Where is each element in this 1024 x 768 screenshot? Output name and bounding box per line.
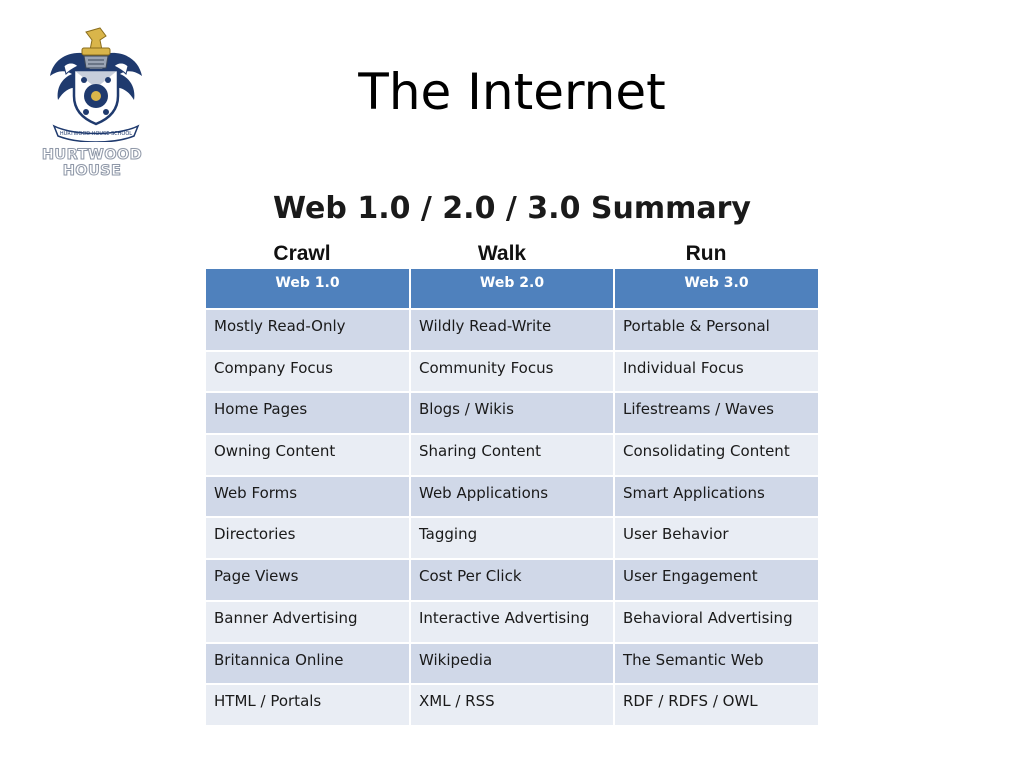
table-cell: Mostly Read-Only: [206, 309, 410, 351]
table-cell: HTML / Portals: [206, 684, 410, 726]
table-row: [206, 517, 818, 559]
table-cell: Behavioral Advertising: [614, 601, 818, 643]
stage-label-crawl: Crawl: [273, 242, 331, 265]
table-cell: Britannica Online: [206, 643, 410, 685]
table-cell: Lifestreams / Waves: [614, 392, 818, 434]
table-cell: Owning Content: [206, 434, 410, 476]
table-cell: Portable & Personal: [614, 309, 818, 351]
table-cell: Wildly Read-Write: [410, 309, 614, 351]
table-row: [206, 476, 818, 518]
table-cell: Banner Advertising: [206, 601, 410, 643]
table-cell: Consolidating Content: [614, 434, 818, 476]
table-cell: The Semantic Web: [614, 643, 818, 685]
table-cell: RDF / RDFS / OWL: [614, 684, 818, 726]
table-cell: XML / RSS: [410, 684, 614, 726]
table-cell: Web Applications: [410, 476, 614, 518]
school-name: HURTWOOD HOUSE: [41, 147, 143, 179]
table-cell: Tagging: [410, 517, 614, 559]
stage-label-run: Run: [685, 242, 727, 265]
table-cell: Web Forms: [206, 476, 410, 518]
table-row: [206, 601, 818, 643]
table-cell: Blogs / Wikis: [410, 392, 614, 434]
summary-title: Web 1.0 / 2.0 / 3.0 Summary: [273, 191, 751, 226]
table-cell: Sharing Content: [410, 434, 614, 476]
column-header-web-2: Web 2.0: [410, 269, 614, 309]
column-header-web-3: Web 3.0: [614, 269, 818, 309]
table-cell: Interactive Advertising: [410, 601, 614, 643]
table-cell: Company Focus: [206, 351, 410, 393]
table-row: [206, 643, 818, 685]
web-summary-table: [206, 269, 818, 727]
stage-labels: [206, 241, 818, 267]
crest-motto: HURTWOOD HOUSE SCHOOL: [59, 131, 133, 137]
table-row: [206, 392, 818, 434]
table-cell: Cost Per Click: [410, 559, 614, 601]
slide-title: The Internet: [358, 63, 666, 121]
column-header-web-1: Web 1.0: [206, 269, 410, 309]
table-cell: Directories: [206, 517, 410, 559]
table-row: [206, 684, 818, 726]
stage-label-walk: Walk: [477, 242, 527, 265]
table-cell: User Engagement: [614, 559, 818, 601]
table-row: [206, 351, 818, 393]
table-cell: Individual Focus: [614, 351, 818, 393]
table-cell: Community Focus: [410, 351, 614, 393]
table-cell: Smart Applications: [614, 476, 818, 518]
table-cell: User Behavior: [614, 517, 818, 559]
table-cell: Home Pages: [206, 392, 410, 434]
table-row: [206, 559, 818, 601]
table-cell: Page Views: [206, 559, 410, 601]
table-row: [206, 309, 818, 351]
table-cell: Wikipedia: [410, 643, 614, 685]
table-row: [206, 434, 818, 476]
table-header-row: [206, 269, 818, 309]
